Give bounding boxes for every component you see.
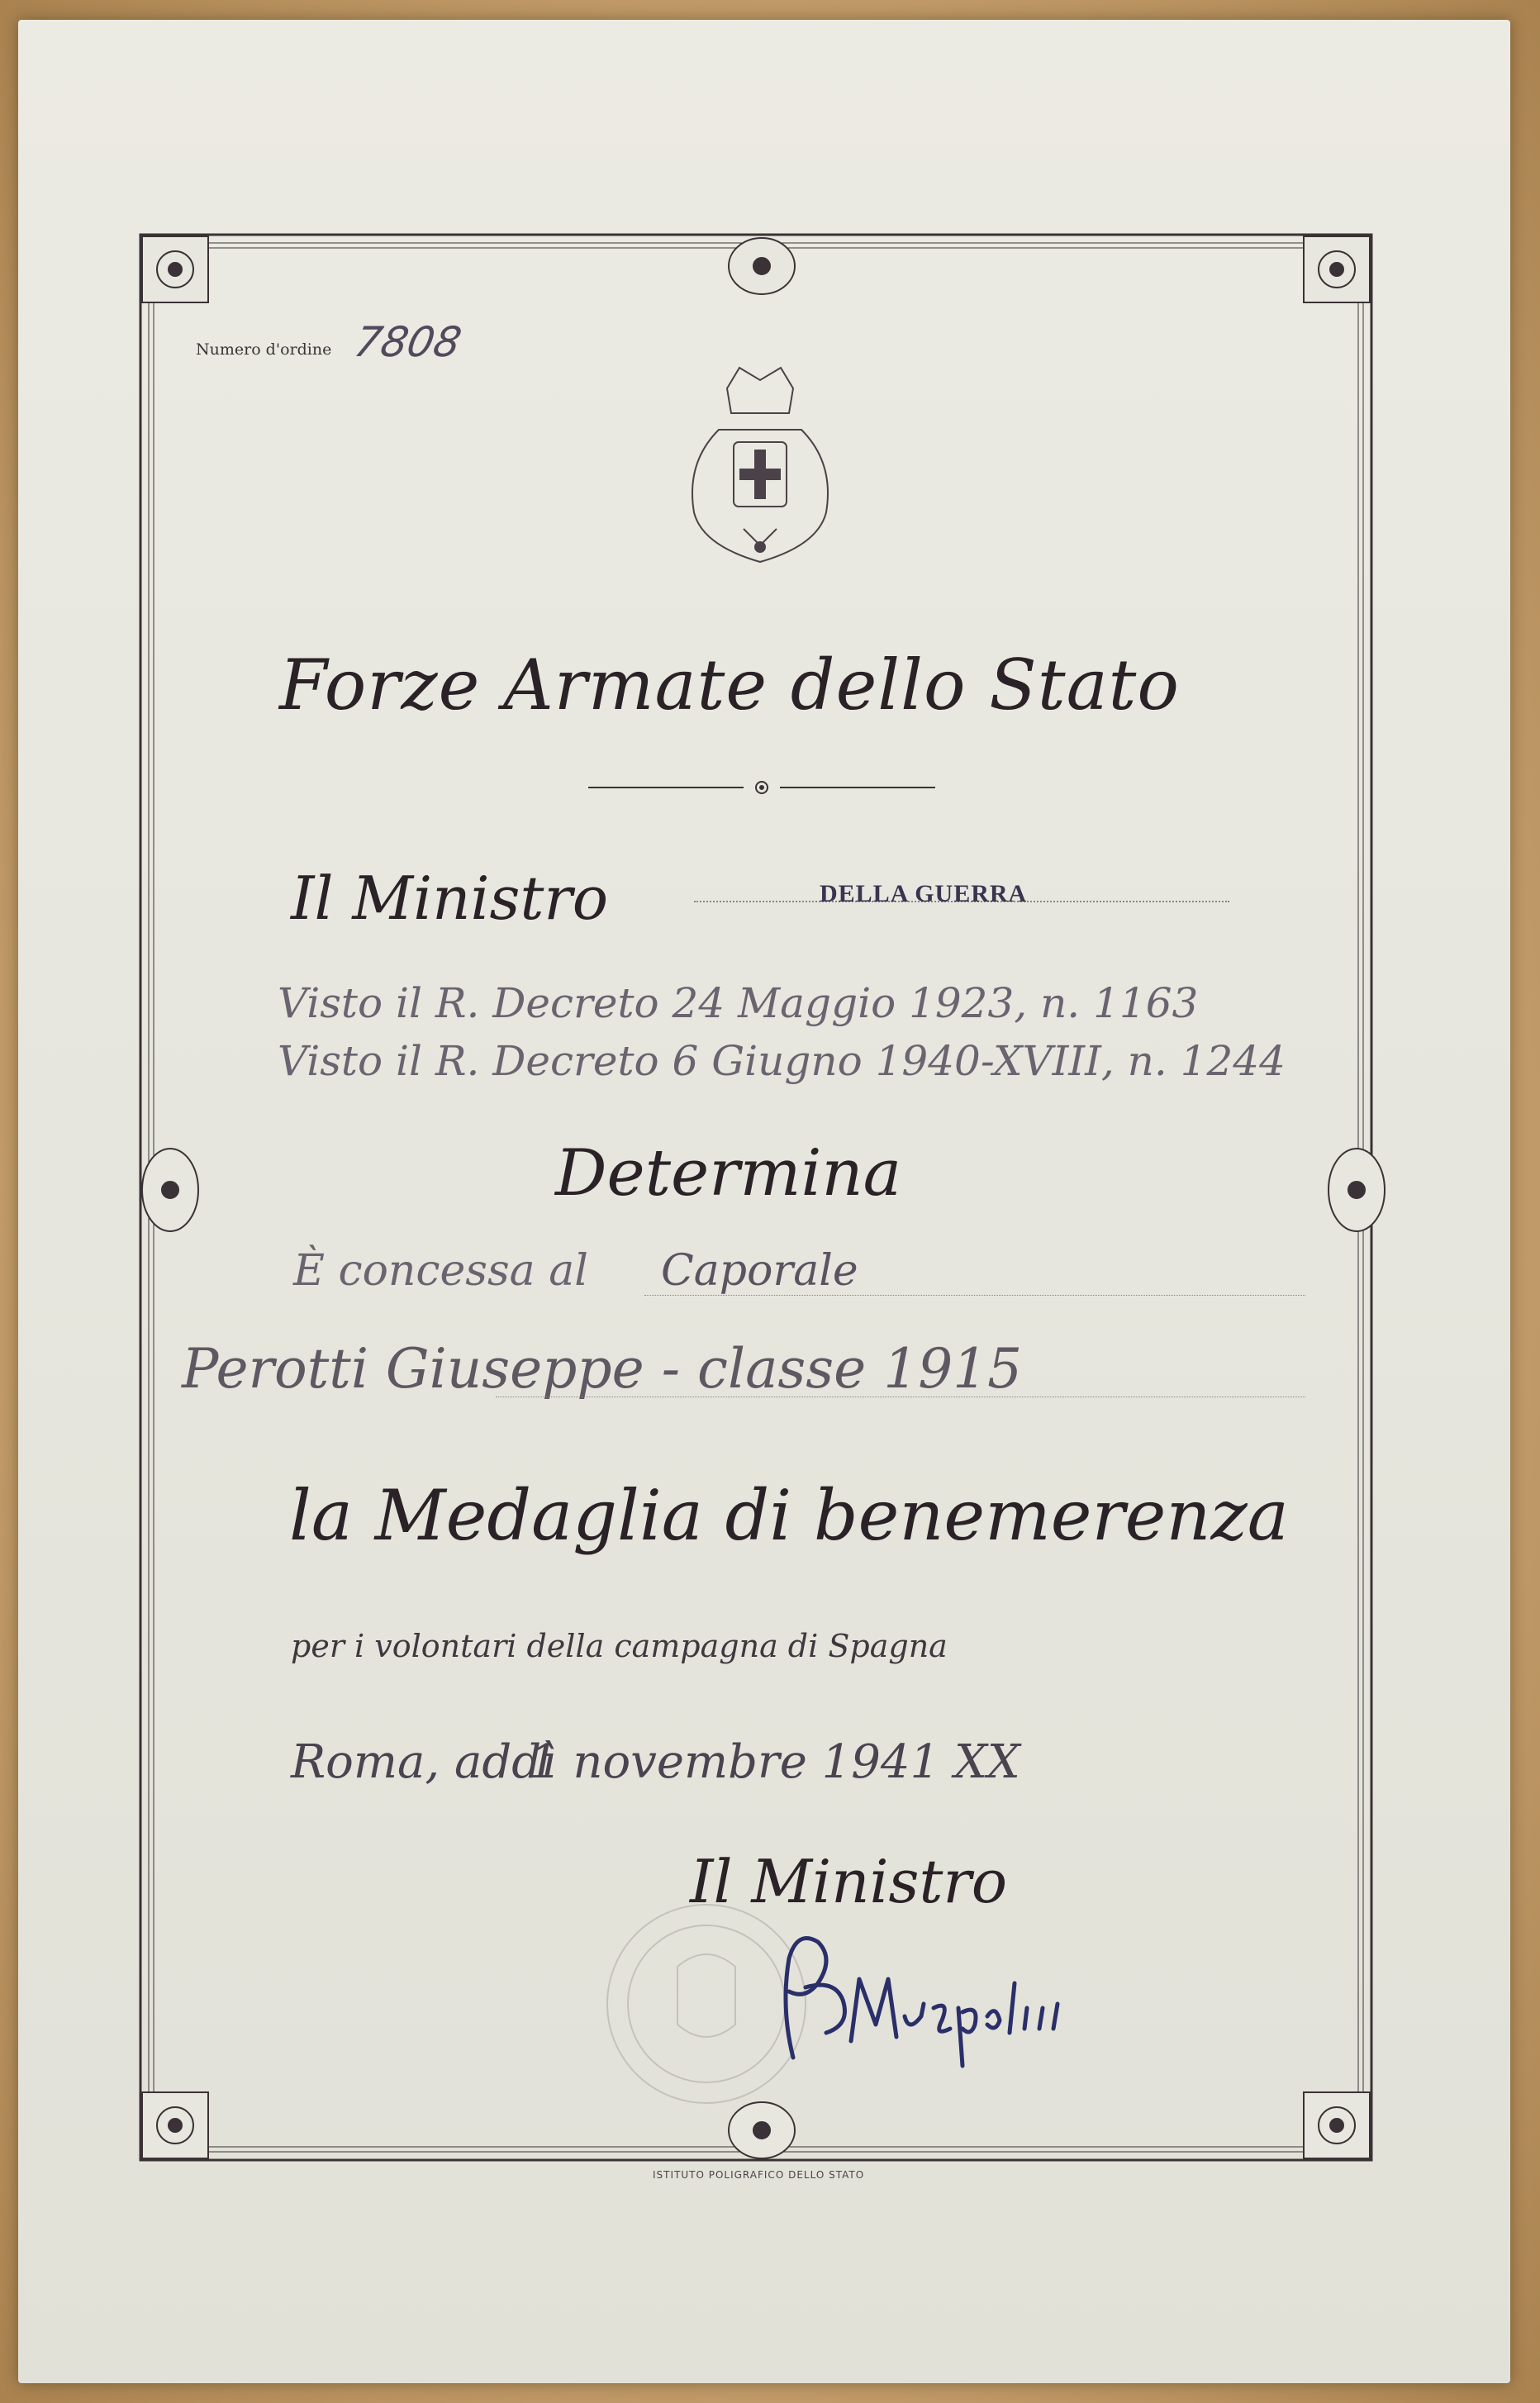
order-number: 7808 bbox=[349, 318, 466, 366]
edge-ornament-icon bbox=[1328, 1149, 1385, 1231]
ministry-stamp: DELLA GUERRA bbox=[820, 880, 1028, 907]
title-divider bbox=[588, 782, 935, 793]
recipient-name: Perotti Giuseppe - classe 1915 bbox=[182, 1337, 1023, 1401]
corner-ornament-icon bbox=[1304, 2092, 1370, 2158]
medal-purpose: per i volontari della campagna di Spagna bbox=[291, 1628, 948, 1664]
corner-ornament-icon bbox=[142, 236, 208, 302]
corner-ornament-icon bbox=[142, 2092, 208, 2158]
order-number-label: Numero d'ordine bbox=[196, 340, 332, 359]
document-title: Forze Armate dello Stato bbox=[279, 645, 1180, 726]
signatory-title: Il Ministro bbox=[690, 1847, 1008, 1916]
minister-signature bbox=[786, 1939, 1058, 2067]
determina-heading: Determina bbox=[555, 1136, 902, 1211]
granted-prefix: È concessa al bbox=[293, 1246, 588, 1296]
minister-heading: Il Ministro bbox=[291, 864, 609, 933]
edge-ornament-icon bbox=[142, 1149, 198, 1231]
edge-ornament-icon bbox=[729, 2102, 795, 2158]
coat-of-arms-icon bbox=[692, 368, 828, 562]
corner-ornament-icon bbox=[1304, 236, 1370, 302]
recipient-rank: Caporale bbox=[661, 1246, 858, 1296]
dry-seal-stamp bbox=[607, 1905, 806, 2103]
edge-ornament-icon bbox=[729, 238, 795, 294]
fill-line bbox=[644, 1295, 1305, 1296]
decree-reference-2: Visto il R. Decreto 6 Giugno 1940-XVIII, n. 1244 bbox=[278, 1037, 1286, 1085]
place-prefix: Roma, addì bbox=[291, 1735, 556, 1789]
decree-reference-1: Visto il R. Decreto 24 Maggio 1923, n. 1163 bbox=[278, 979, 1199, 1027]
issue-date: 1 novembre 1941 XX bbox=[529, 1735, 1020, 1789]
medal-name: la Medaglia di benemerenza bbox=[289, 1475, 1289, 1556]
printer-credit: ISTITUTO POLIGRAFICO DELLO STATO bbox=[653, 2169, 865, 2181]
